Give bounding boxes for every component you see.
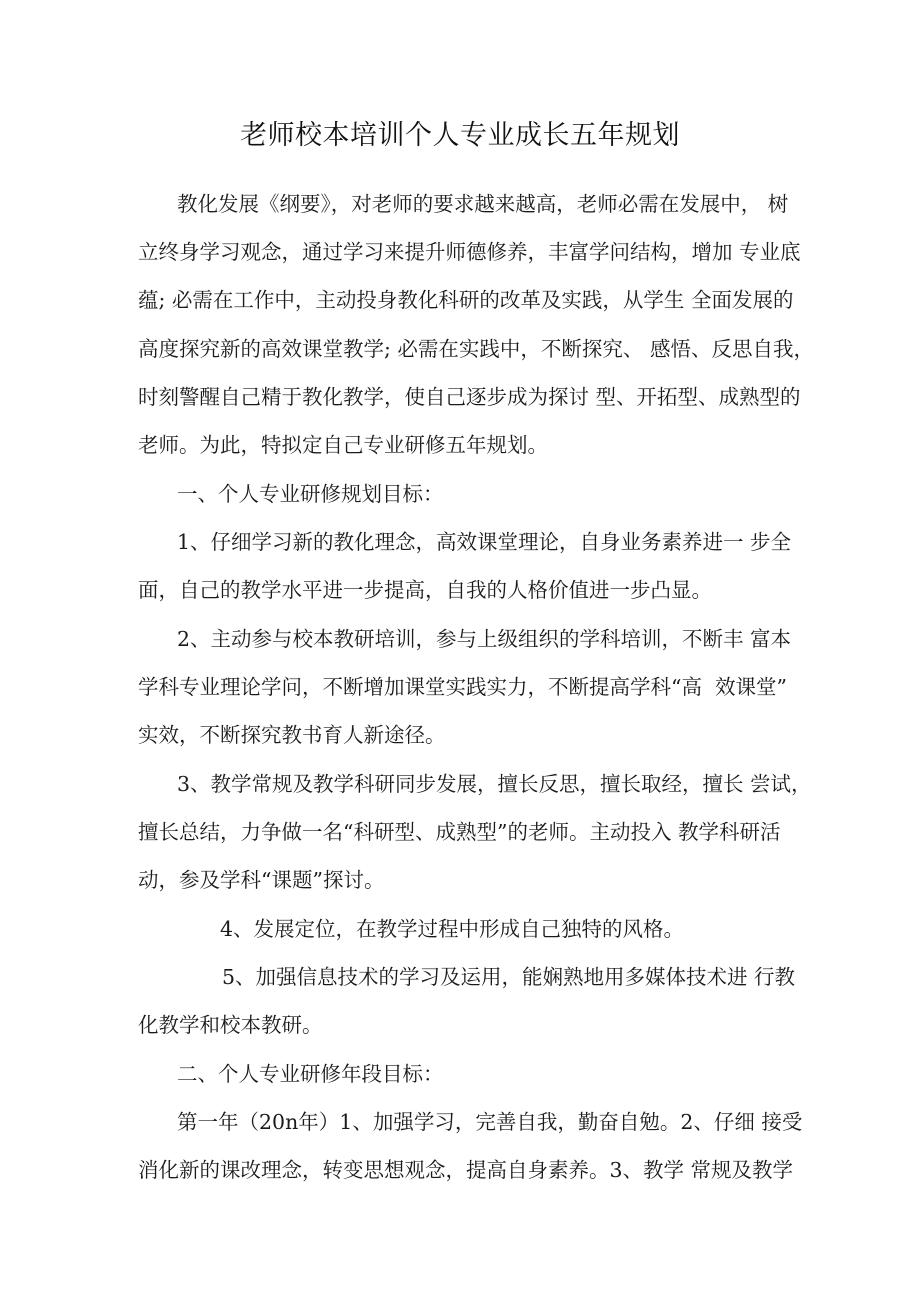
paragraph-line: 5、加强信息技术的学习及运用，能娴熟地用多媒体技术进 行教: [222, 965, 796, 989]
paragraph-line: 立终身学习观念，通过学习来提升师德修养，丰富学问结构，增加 专业底: [138, 240, 801, 264]
section-heading: 二、个人专业研修年段目标：: [177, 1062, 444, 1086]
paragraph-line: 3、教学常规及教学科研同步发展，擅长反思，擅长取经，擅长 尝试，: [177, 772, 812, 796]
paragraph-line: 2、主动参与校本教研培训，参与上级组织的学科培训，不断丰 富本: [177, 627, 792, 651]
paragraph-line: 4、发展定位，在教学过程中形成自己独特的风格。: [220, 917, 685, 941]
paragraph-line: 擅长总结，力争做一名“科研型、成熟型”的老师。主动投入 教学科研活: [138, 820, 781, 844]
paragraph-line: 老师。为此，特拟定自己专业研修五年规划。: [138, 433, 548, 457]
paragraph-line: 高度探究新的高效课堂教学; 必需在实践中，不断探究、 感悟、反思自我，: [138, 337, 814, 361]
paragraph-line: 动，参及学科“课题”探讨。: [138, 868, 385, 892]
document-title: 老师校本培训个人专业成长五年规划: [240, 120, 680, 151]
paragraph-line: 蕴; 必需在工作中，主动投身教化科研的改革及实践，从学生 全面发展的: [138, 288, 794, 312]
paragraph-line: 学科专业理论学问，不断增加课堂实践实力，不断提高学科“高 效课堂”: [138, 675, 787, 699]
paragraph-line: 面，自己的教学水平进一步提高，自我的人格价值进一步凸显。: [138, 578, 712, 602]
paragraph-line: 化教学和校本教研。: [138, 1013, 323, 1037]
paragraph-line: 时刻警醒自己精于教化教学，使自己逐步成为探讨 型、开拓型、成熟型的: [138, 385, 801, 409]
section-heading: 一、个人专业研修规划目标：: [177, 482, 444, 506]
paragraph-line: 第一年（20n年）1、加强学习，完善自我，勤奋自勉。2、仔细 接受: [177, 1110, 803, 1134]
paragraph-line: 1、仔细学习新的教化理念，高效课堂理论，自身业务素养进一 步全: [177, 530, 792, 554]
paragraph-line: 消化新的课改理念，转变思想观念，提高自身素养。3、教学 常规及教学: [138, 1158, 794, 1182]
paragraph-line: 实效，不断探究教书育人新途径。: [138, 723, 446, 747]
paragraph-line: 教化发展《纲要》，对老师的要求越来越高，老师必需在发展中， 树: [177, 192, 789, 216]
